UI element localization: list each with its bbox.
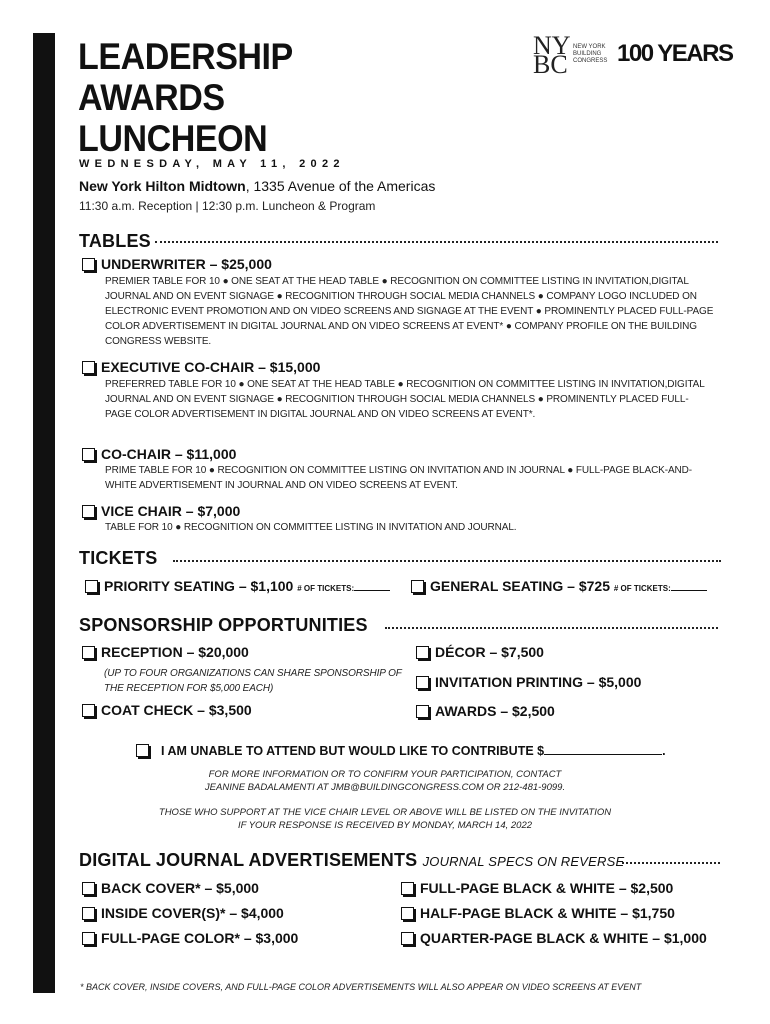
back-cover-label: BACK COVER* – $5,000 <box>101 880 259 896</box>
half-page-bw-label: HALF-PAGE BLACK & WHITE – $1,750 <box>420 905 675 921</box>
event-times: 11:30 a.m. Reception | 12:30 p.m. Luncheon & Program <box>79 199 376 213</box>
general-seating-label: GENERAL SEATING – $725 <box>430 578 610 594</box>
logo-100-years: 100 YEARS <box>617 40 733 67</box>
title-line-1: LEADERSHIP <box>78 36 293 77</box>
reception-option[interactable] <box>82 644 249 660</box>
awards-label: AWARDS – $2,500 <box>435 703 555 719</box>
general-seating-option[interactable] <box>411 578 707 594</box>
coat-check-label: COAT CHECK – $3,500 <box>101 702 252 718</box>
vice-chair-label: VICE CHAIR – $7,000 <box>101 503 241 519</box>
decor-label: DÉCOR – $7,500 <box>435 644 544 660</box>
tables-dotted-rule <box>155 241 718 243</box>
decor-checkbox[interactable] <box>416 646 429 659</box>
venue-address: , 1335 Avenue of the Americas <box>245 178 436 194</box>
decor-option[interactable] <box>416 644 544 660</box>
priority-seating-checkbox[interactable] <box>85 580 98 593</box>
full-page-bw-option[interactable] <box>401 880 673 896</box>
event-date: WEDNESDAY, MAY 11, 2022 <box>79 158 345 170</box>
cochair-label: CO-CHAIR – $11,000 <box>101 446 237 462</box>
journal-specs-note: JOURNAL SPECS ON REVERSE <box>422 854 625 869</box>
cochair-option[interactable] <box>82 446 236 462</box>
executive-cochair-checkbox[interactable] <box>82 361 95 374</box>
contribute-option[interactable]: I AM UNABLE TO ATTEND BUT WOULD LIKE TO CONTRIBUTE $ . <box>136 744 666 758</box>
logo-monogram: NY BC <box>533 31 570 79</box>
full-page-bw-label: FULL-PAGE BLACK & WHITE – $2,500 <box>420 880 674 896</box>
title-line-3: LUNCHEON <box>78 118 268 159</box>
contribute-checkbox[interactable] <box>136 744 149 757</box>
listing-note-line-1: THOSE WHO SUPPORT AT THE VICE CHAIR LEVEL OR ABOVE WILL BE LISTED ON THE INVITATION <box>158 807 612 818</box>
invitation-printing-checkbox[interactable] <box>416 676 429 689</box>
logo-org-name: NEW YORK BUILDING CONGRESS <box>573 44 608 64</box>
coat-check-option[interactable] <box>82 702 252 718</box>
journal-dotted-rule <box>622 862 720 864</box>
full-page-bw-checkbox[interactable] <box>401 882 414 895</box>
left-black-bar <box>33 33 55 993</box>
event-title <box>78 36 311 159</box>
quarter-page-bw-label: QUARTER-PAGE BLACK & WHITE – $1,000 <box>420 930 707 946</box>
sponsorship-dotted-rule <box>385 627 718 629</box>
reception-checkbox[interactable] <box>82 646 95 659</box>
priority-ticket-count-label: # OF TICKETS: <box>297 584 355 593</box>
journal-heading <box>79 850 624 871</box>
quarter-page-bw-option[interactable] <box>401 930 707 946</box>
general-ticket-count-field[interactable] <box>671 590 707 591</box>
full-page-color-label: FULL-PAGE COLOR* – $3,000 <box>101 930 299 946</box>
executive-cochair-label: EXECUTIVE CO-CHAIR – $15,000 <box>101 359 321 375</box>
underwriter-label: UNDERWRITER – $25,000 <box>101 256 272 272</box>
contribute-amount-field[interactable] <box>544 754 662 755</box>
inside-cover-option[interactable] <box>82 905 284 921</box>
back-cover-checkbox[interactable] <box>82 882 95 895</box>
venue-name: New York Hilton Midtown <box>79 178 246 194</box>
inside-cover-label: INSIDE COVER(S)* – $4,000 <box>101 905 284 921</box>
tickets-heading: TICKETS <box>79 548 158 568</box>
awards-checkbox[interactable] <box>416 705 429 718</box>
full-page-color-checkbox[interactable] <box>82 932 95 945</box>
footnote: * BACK COVER, INSIDE COVERS, AND FULL-PAGE COLOR ADVERTISEMENTS WILL ALSO APPEAR ON VIDEO SCREENS AT EVENT <box>80 982 642 992</box>
half-page-bw-checkbox[interactable] <box>401 907 414 920</box>
coat-check-checkbox[interactable] <box>82 704 95 717</box>
quarter-page-bw-checkbox[interactable] <box>401 932 414 945</box>
journal-heading-text: DIGITAL JOURNAL ADVERTISEMENTS <box>79 850 418 870</box>
venue <box>79 178 435 194</box>
contact-info-line-1: FOR MORE INFORMATION OR TO CONFIRM YOUR PARTICIPATION, CONTACT <box>208 769 562 780</box>
half-page-bw-option[interactable] <box>401 905 675 921</box>
contribute-label: I AM UNABLE TO ATTEND BUT WOULD LIKE TO CONTRIBUTE $ <box>161 744 545 758</box>
contact-info-line-2: JEANINE BADALAMENTI AT JMB@BUILDINGCONGRESS.COM OR 212-481-9099. <box>204 782 566 793</box>
inside-cover-checkbox[interactable] <box>82 907 95 920</box>
priority-seating-option[interactable] <box>85 578 390 594</box>
back-cover-option[interactable] <box>82 880 259 896</box>
sponsorship-heading: SPONSORSHIP OPPORTUNITIES <box>79 615 368 635</box>
vice-chair-option[interactable] <box>82 503 240 519</box>
executive-cochair-option[interactable] <box>82 359 320 375</box>
invitation-printing-label: INVITATION PRINTING – $5,000 <box>435 674 642 690</box>
tickets-dotted-rule <box>173 560 721 562</box>
nybc-logo <box>533 31 743 80</box>
tables-heading: TABLES <box>79 231 151 251</box>
reception-label: RECEPTION – $20,000 <box>101 644 249 660</box>
cochair-description: PRIME TABLE FOR 10 ● RECOGNITION ON COMMITTEE LISTING ON INVITATION AND IN JOURNAL ● FULL-PAGE BLACK-AND-WHITE ADVERTISEMENT IN JOURNAL AND ON VIDEO SCREENS AT EVENT. <box>105 465 693 491</box>
vice-chair-description: TABLE FOR 10 ● RECOGNITION ON COMMITTEE LISTING IN INVITATION AND JOURNAL. <box>105 522 517 533</box>
listing-deadline-note <box>80 806 690 832</box>
general-ticket-count-label: # OF TICKETS: <box>613 584 671 593</box>
priority-ticket-count-field[interactable] <box>354 590 390 591</box>
awards-option[interactable] <box>416 703 555 719</box>
invitation-printing-option[interactable] <box>416 674 641 690</box>
underwriter-checkbox[interactable] <box>82 258 95 271</box>
title-line-2: AWARDS <box>78 77 225 118</box>
cochair-checkbox[interactable] <box>82 448 95 461</box>
full-page-color-option[interactable] <box>82 930 298 946</box>
contact-info <box>80 768 690 794</box>
listing-note-line-2: IF YOUR RESPONSE IS RECEIVED BY MONDAY, MARCH 14, 2022 <box>237 820 533 831</box>
vice-chair-checkbox[interactable] <box>82 505 95 518</box>
reception-note: (UP TO FOUR ORGANIZATIONS CAN SHARE SPONSORSHIP OF THE RECEPTION FOR $5,000 EACH) <box>104 668 402 694</box>
priority-seating-label: PRIORITY SEATING – $1,100 <box>104 578 294 594</box>
executive-cochair-description: PREFERRED TABLE FOR 10 ● ONE SEAT AT THE HEAD TABLE ● RECOGNITION ON COMMITTEE LISTING IN INVITATION,DIGITAL JOURNAL AND ON EVENT SIGNAGE ● RECOGNITION THROUGH SOCIAL MEDIA CHANNELS ● PROMINENTLY PLACED FULL-PAGE COLOR ADVERTISEMENT IN DIGITAL JOURNAL AND ON VIDEO SCREENS AT EVENT*. <box>105 379 705 420</box>
underwriter-description: PREMIER TABLE FOR 10 ● ONE SEAT AT THE HEAD TABLE ● RECOGNITION ON COMMITTEE LISTING IN INVITATION,DIGITAL JOURNAL AND ON EVENT SIGNAGE ● RECOGNITION THROUGH SOCIAL MEDIA CHANNELS ● COMPANY LOGO INCLUDED ON ELECTRONIC EVENT PROMOTION AND ON VIDEO SCREENS AND SIGNAGE AT THE EVENT ● PROMINENTLY PLACED FULL-PAGE COLOR ADVERTISEMENT IN DIGITAL JOURNAL AND ON VIDEO SCREENS AT EVENT* ● COMPANY PROFILE ON THE BUILDING CONGRESS WEBSITE. <box>105 276 714 347</box>
general-seating-checkbox[interactable] <box>411 580 424 593</box>
underwriter-option[interactable] <box>82 256 272 272</box>
